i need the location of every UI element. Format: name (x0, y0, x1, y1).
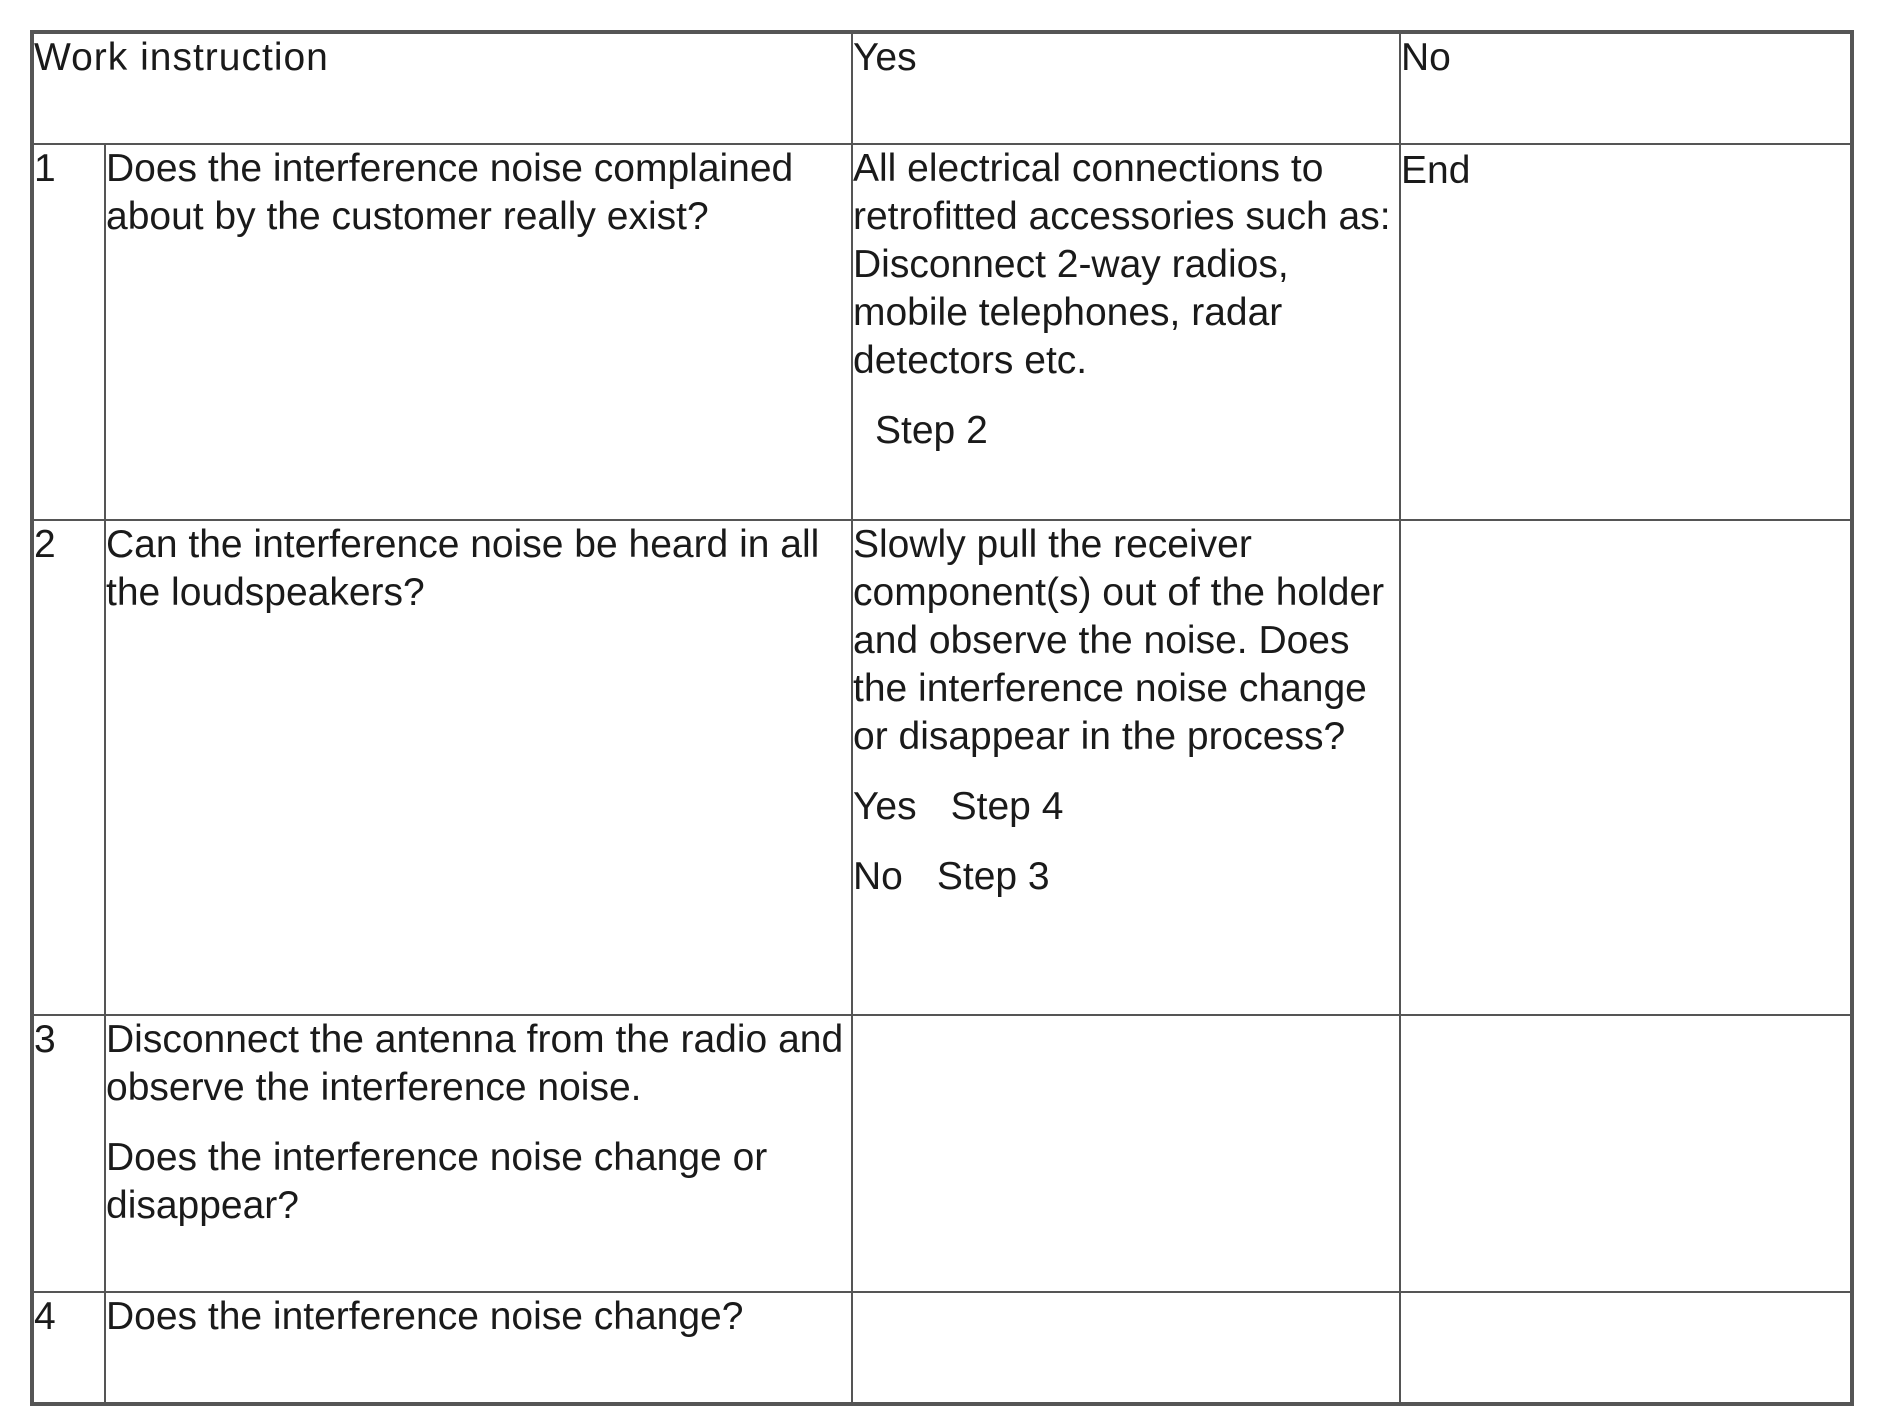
question-text: Can the interference noise be heard in all the loudspeakers? (106, 523, 820, 614)
yes-branch (853, 783, 1399, 831)
question-cell (105, 144, 852, 520)
table-header-row (32, 32, 1852, 144)
yes-cell (852, 1292, 1400, 1404)
no-branch (853, 853, 1399, 901)
yes-cell (852, 1015, 1400, 1292)
step-number: 3 (32, 1015, 105, 1292)
yes-cell (852, 520, 1400, 1015)
branch-step: Step 3 (936, 855, 1050, 898)
table-row (32, 1292, 1852, 1404)
yes-cell (852, 144, 1400, 520)
branch-label: Yes (853, 785, 917, 828)
yes-action-text: All electrical connections to retrofitted accessories such as: Disconnect 2-way radios, mobile telephones, radar detectors etc. (853, 147, 1391, 382)
step-number: 1 (32, 144, 105, 520)
question-cell (105, 1292, 852, 1404)
yes-step-ref: Step 2 (875, 409, 988, 452)
question-cell (105, 520, 852, 1015)
question-text: Disconnect the antenna from the radio and observe the interference noise. (106, 1018, 844, 1109)
header-work-instruction: Work instruction (32, 32, 852, 144)
yes-action-text: Slowly pull the receiver component(s) out of the holder and observe the noise. Does the interference noise change or disappear in the process? (853, 523, 1385, 758)
table-row (32, 520, 1852, 1015)
question-text: Does the interference noise change or disappear? (106, 1136, 768, 1227)
question-text: Does the interference noise change? (106, 1295, 744, 1338)
no-cell (1400, 1292, 1852, 1404)
step-number: 2 (32, 520, 105, 1015)
no-result: End (1401, 149, 1471, 192)
table-row (32, 144, 1852, 520)
question-cell (105, 1015, 852, 1292)
no-cell (1400, 144, 1852, 520)
header-yes: Yes (852, 32, 1400, 144)
step-number: 4 (32, 1292, 105, 1404)
table-row (32, 1015, 1852, 1292)
no-cell (1400, 1015, 1852, 1292)
work-instruction-table (30, 30, 1854, 1406)
branch-label: No (853, 855, 903, 898)
no-cell (1400, 520, 1852, 1015)
question-text: Does the interference noise complained about by the customer really exist? (106, 147, 794, 238)
header-no: No (1400, 32, 1852, 144)
branch-step: Step 4 (950, 785, 1064, 828)
